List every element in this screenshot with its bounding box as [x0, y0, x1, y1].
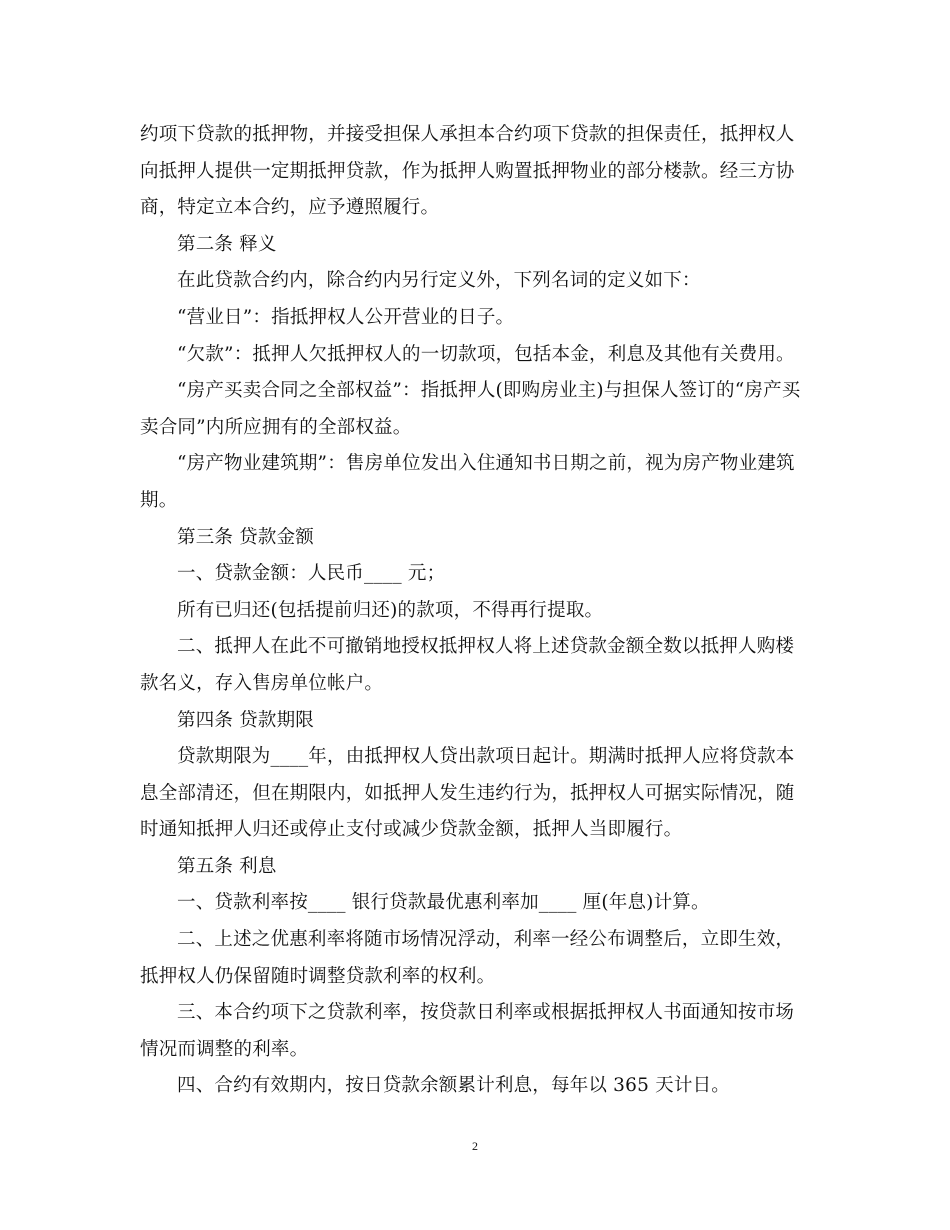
article-heading: 第五条 利息 — [177, 855, 277, 877]
text-line: 款名义，存入售房单位帐户。 — [140, 672, 384, 694]
paragraph-line: 四、合约有效期内，按日贷款余额累计利息，每年以 365 天计日。 — [177, 1075, 730, 1097]
text-line: 抵押权人仍保留随时调整贷款利率的权利。 — [140, 965, 496, 987]
document-body — [140, 117, 805, 1105]
paragraph-line: 所有已归还(包括提前归还)的款项，不得再行提取。 — [177, 599, 604, 621]
text-line: 向抵押人提供一定期抵押贷款，作为抵押人购置抵押物业的部分楼款。经三方协 — [140, 160, 795, 182]
paragraph-line: 二、上述之优惠利率将随市场情况浮动，利率一经公布调整后，立即生效， — [177, 929, 795, 951]
text-line: 商，特定立本合约，应予遵照履行。 — [140, 197, 440, 219]
paragraph-line: 二、抵押人在此不可撤销地授权抵押权人将上述贷款金额全数以抵押人购楼 — [177, 636, 795, 658]
paragraph-line: 在此贷款合约内，除合约内另行定义外，下列名词的定义如下： — [177, 270, 701, 292]
article-heading: 第二条 释义 — [177, 233, 277, 255]
definition-line: “欠款”：抵押人欠抵押权人的一切款项，包括本金，利息及其他有关费用。 — [177, 343, 795, 365]
article-heading: 第四条 贷款期限 — [177, 709, 314, 731]
definition-line: “房产物业建筑期”：售房单位发出入住通知书日期之前，视为房产物业建筑 — [177, 453, 795, 475]
paragraph-line: 一、贷款利率按____ 银行贷款最优惠利率加____ 厘(年息)计算。 — [177, 892, 710, 914]
page-number: 2 — [472, 1139, 478, 1153]
paragraph-line: 三、本合约项下之贷款利率，按贷款日利率或根据抵押权人书面通知按市场 — [177, 1002, 795, 1024]
text-line: 约项下贷款的抵押物，并接受担保人承担本合约项下贷款的担保责任，抵押权人 — [140, 124, 795, 145]
text-line: 期。 — [140, 489, 178, 511]
text-line: 时通知抵押人归还或停止支付或减少贷款金额，抵押人当即履行。 — [140, 819, 683, 841]
article-heading: 第三条 贷款金额 — [177, 526, 314, 548]
text-line: 息全部清还，但在期限内，如抵押人发生违约行为，抵押权人可据实际情况，随 — [140, 782, 795, 804]
paragraph-line: 贷款期限为____年，由抵押权人贷出款项日起计。期满时抵押人应将贷款本 — [177, 746, 795, 768]
definition-line: “营业日”：指抵押权人公开营业的日子。 — [177, 306, 515, 328]
definition-line: “房产买卖合同之全部权益”：指抵押人(即购房业主)与担保人签订的“房产买 — [177, 380, 801, 402]
text-line: 情况而调整的利率。 — [140, 1038, 309, 1060]
paragraph-line: 一、贷款金额：人民币____ 元； — [177, 563, 446, 585]
text-line: 卖合同”内所应拥有的全部权益。 — [140, 416, 412, 438]
